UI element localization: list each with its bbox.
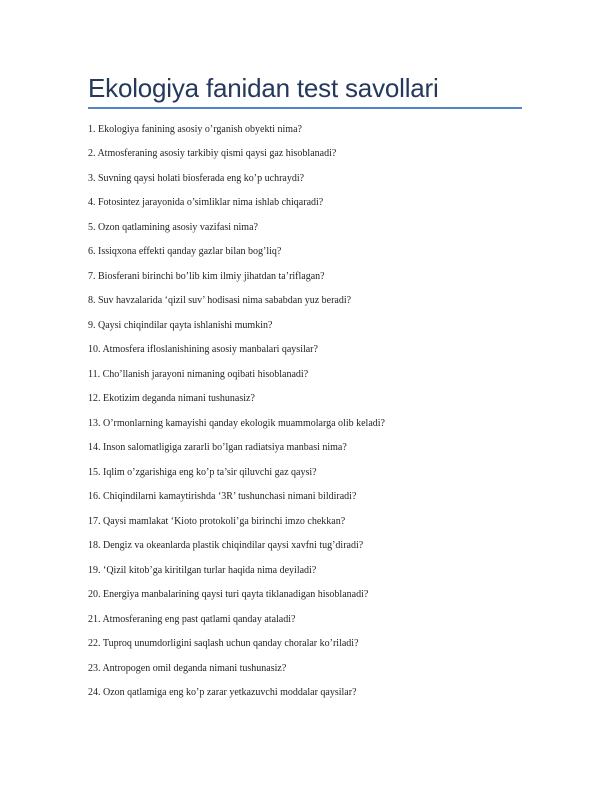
question-item: 3. Suvning qaysi holati biosferada eng ko’p uchraydi? — [88, 172, 305, 184]
question-item: 6. Issiqxona effekti qanday gazlar bilan bog’liq? — [88, 246, 282, 257]
question-item: 18. Dengiz va okeanlarda plastik chiqindilar qaysi xavfni tug’diradi? — [88, 540, 364, 551]
question-item: 23. Antropogen omil deganda nimani tushunasiz? — [88, 662, 287, 674]
question-item: 15. Iqlim o’zgarishiga eng ko’p ta’sir qiluvchi gaz qaysi? — [88, 466, 317, 478]
question-item: 24. Ozon qatlamiga eng ko’p zarar yetkazuvchi moddalar qaysilar? — [88, 687, 357, 698]
question-item: 21. Atmosferaning eng past qatlami qanday ataladi? — [88, 613, 296, 625]
question-item: 4. Fotosintez jarayonida o’simliklar nima ishlab chiqaradi? — [88, 197, 324, 208]
question-item: 11. Cho’llanish jarayoni nimaning oqibati hisoblanadi? — [88, 368, 309, 380]
question-item: 19. ‘Qizil kitob’ga kiritilgan turlar haqida nima deyiladi? — [88, 564, 317, 576]
question-item: 22. Tuproq unumdorligini saqlash uchun qanday choralar ko’riladi? — [88, 638, 359, 649]
question-item: 14. Inson salomatligiga zararli bo’lgan radiatsiya manbasi nima? — [88, 442, 347, 453]
page-title: Ekologiya fanidan test savollari — [88, 73, 439, 103]
question-item: 16. Chiqindilarni kamaytirishda ‘3R’ tushunchasi nimani bildiradi? — [88, 491, 357, 502]
question-item: 20. Energiya manbalarining qaysi turi qayta tiklanadigan hisoblanadi? — [88, 589, 369, 600]
question-item: 12. Ekotizim deganda nimani tushunasiz? — [88, 393, 255, 404]
question-item: 1. Ekologiya fanining asosiy o’rganish obyekti nima? — [88, 123, 302, 135]
question-item: 17. Qaysi mamlakat ‘Kioto protokoli’ga birinchi imzo chekkan? — [88, 515, 346, 527]
question-item: 2. Atmosferaning asosiy tarkibiy qismi qaysi gaz hisoblanadi? — [88, 148, 337, 159]
question-item: 9. Qaysi chiqindilar qayta ishlanishi mumkin? — [88, 319, 273, 331]
question-item: 5. Ozon qatlamining asosiy vazifasi nima? — [88, 221, 258, 233]
question-item: 13. O’rmonlarning kamayishi qanday ekologik muammolarga olib keladi? — [88, 417, 385, 429]
title-underline-rule — [88, 107, 522, 109]
question-item: 10. Atmosfera ifloslanishining asosiy manbalari qaysilar? — [88, 344, 318, 355]
question-item: 8. Suv havzalarida ‘qizil suv’ hodisasi nima sababdan yuz beradi? — [88, 295, 352, 306]
question-list — [88, 123, 522, 700]
question-item: 7. Biosferani birinchi bo’lib kim ilmiy jihatdan ta’riflagan? — [88, 270, 325, 282]
